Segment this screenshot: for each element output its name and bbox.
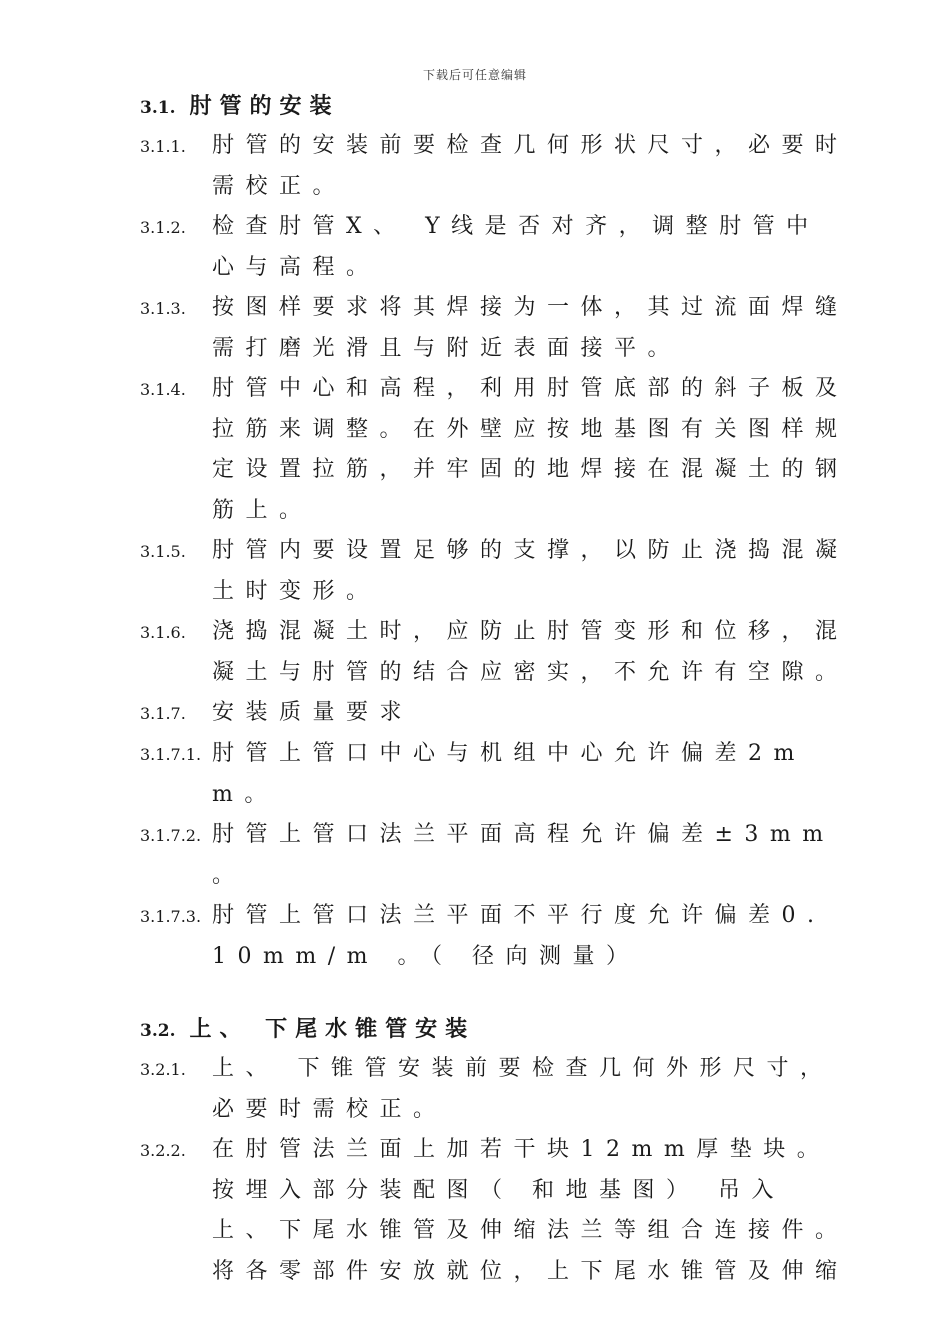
list-item: [140, 612, 860, 693]
item-text: 肘管上管口法兰平面高程允许偏差±3mm 。: [212, 822, 835, 888]
item-text: 上、 下锥管安装前要检查几何外形尺寸，必要时需校正。: [212, 1056, 834, 1122]
list-item: [140, 896, 860, 977]
list-item: [140, 288, 860, 369]
section-number: 3.2.: [140, 1021, 176, 1041]
item-number: 3.1.3.: [140, 299, 186, 318]
section-spacer: [140, 977, 860, 1009]
item-number: 3.1.7.3.: [140, 907, 202, 926]
section-title: 肘管的安装: [189, 93, 340, 119]
item-text: 按图样要求将其焊接为一体，其过流面焊缝需打磨光滑且与附近表面接平。: [212, 295, 849, 361]
item-number: 3.2.1.: [140, 1060, 186, 1079]
list-item: [140, 126, 860, 207]
list-item: [140, 1130, 860, 1292]
item-number: 3.1.4.: [140, 380, 186, 399]
item-number: 3.1.6.: [140, 623, 186, 642]
list-item: [140, 734, 860, 815]
list-item: [140, 815, 860, 896]
item-number: 3.1.7.2.: [140, 826, 202, 845]
item-text: 检查肘管X、 Y线是否对齐，调整肘管中心与高程。: [212, 214, 820, 280]
list-item: [140, 207, 860, 288]
list-item: [140, 693, 860, 734]
item-number: 3.1.1.: [140, 137, 186, 156]
section-heading: [140, 1009, 860, 1049]
item-text: 肘管上管口法兰平面不平行度允许偏差0.10mm/m 。（ 径向测量）: [212, 903, 826, 969]
item-number: 3.1.7.: [140, 704, 186, 723]
section-number: 3.1.: [140, 98, 176, 118]
list-item: [140, 531, 860, 612]
item-text: 肘管内要设置足够的支撑，以防止浇捣混凝土时变形。: [212, 538, 849, 604]
item-text: 安装质量要求: [212, 700, 414, 725]
item-text: 肘管中心和高程，利用肘管底部的斜子板及拉筋来调整。在外壁应按地基图有关图样规定设置拉筋，并牢固的地焊接在混凝土的钢筋上。: [212, 376, 849, 523]
page-header: 下载后可任意编辑: [422, 68, 527, 82]
item-number: 3.1.2.: [140, 218, 186, 237]
section-title: 上、 下尾水锥管安装: [189, 1016, 476, 1042]
item-number: 3.2.2.: [140, 1141, 186, 1160]
item-number: 3.1.7.1.: [140, 745, 202, 764]
list-item: [140, 369, 860, 531]
document-body: [140, 86, 860, 1292]
item-text: 肘管的安装前要检查几何形状尺寸，必要时需校正。: [212, 133, 849, 199]
item-text: 浇捣混凝土时，应防止肘管变形和位移，混凝土与肘管的结合应密实，不允许有空隙。: [212, 619, 849, 685]
section-heading: [140, 86, 860, 126]
item-text: 肘管上管口中心与机组中心允许偏差2mm。: [212, 741, 806, 807]
list-item: [140, 1049, 860, 1130]
item-number: 3.1.5.: [140, 542, 186, 561]
item-text: 在肘管法兰面上加若干块12mm厚垫块。按埋入部分装配图（ 和地基图） 吊入上、下尾水锥管及伸缩法兰等组合连接件。将各零部件安放就位，上下尾水锥管及伸缩: [212, 1137, 849, 1284]
